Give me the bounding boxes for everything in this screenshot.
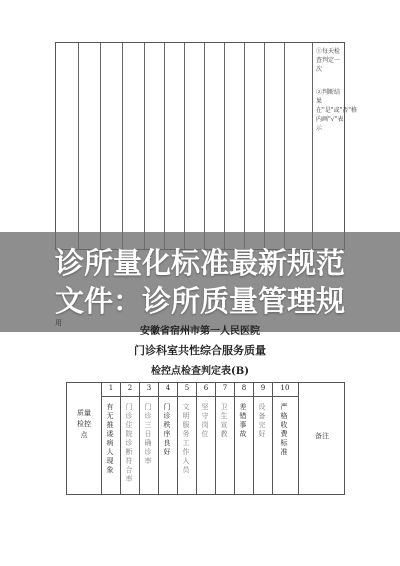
column-header: 差错事故 [239, 403, 247, 438]
table-rule [224, 43, 225, 249]
remarks-column: 备注 [315, 432, 329, 440]
partial-text: 用 [55, 319, 62, 327]
table-rule [101, 383, 102, 494]
table-rule [122, 43, 123, 249]
instruction-2: ②判断结果在"是"或"否"格内画"√"表示 [316, 89, 358, 132]
table-rule [100, 43, 101, 249]
table-rule [78, 43, 79, 249]
column-number: 7 [222, 384, 228, 392]
table-rule [164, 43, 165, 249]
check-instructions [316, 47, 358, 133]
quality-checkpoint-table [66, 382, 345, 495]
banner-title-line-1: 诊所量化标准最新规范 [54, 246, 345, 280]
document-subtitle: 门诊科室共性综合服务质量 [134, 344, 266, 357]
column-number: 9 [260, 384, 266, 392]
banner-title-line-2: 文件：诊所质量管理规 [54, 284, 345, 318]
table-rule [196, 383, 197, 494]
title-banner [0, 232, 400, 332]
table-rule [139, 383, 140, 494]
table-rule [298, 383, 299, 494]
table-rule [120, 383, 121, 494]
table-rule [244, 43, 245, 249]
column-header: 有无推诿病人现象 [106, 403, 114, 474]
instruction-1: ①每天检查判定一次 [316, 48, 341, 73]
table-rule [204, 43, 205, 249]
upper-form-table [55, 42, 358, 250]
table-rule [234, 383, 235, 494]
column-number: 10 [280, 384, 290, 392]
table-title: 检控点检查判定表(B) [151, 366, 249, 377]
column-header: 文明服务工作人员 [182, 403, 190, 474]
table-rule [264, 43, 265, 249]
column-header: 门诊秩序良好 [163, 403, 171, 456]
column-number: 4 [165, 384, 171, 392]
column-number: 1 [108, 384, 114, 392]
table-rule [284, 43, 285, 249]
column-number: 3 [146, 384, 152, 392]
column-number: 8 [241, 384, 247, 392]
column-header: 门诊住院诊断符合率 [125, 403, 133, 483]
table-rule [215, 383, 216, 494]
table-rule [177, 383, 178, 494]
table-rule [272, 383, 273, 494]
column-header: 卫生宣教 [220, 403, 228, 438]
column-header: 门诊三日确诊率 [144, 403, 152, 465]
table-rule [158, 383, 159, 494]
table-rule [312, 43, 313, 249]
column-number: 5 [184, 384, 190, 392]
column-header: 坚守岗位 [201, 403, 209, 438]
hospital-name: 安徽省宿州市第一人民医院 [140, 326, 260, 337]
column-number: 2 [127, 384, 133, 392]
checkpoint-label: 质量检控点 [77, 409, 91, 439]
column-header: 严格收费标准 [280, 403, 288, 456]
column-header: 设备完好 [258, 403, 266, 438]
table-rule [253, 383, 254, 494]
table-rule [184, 43, 185, 249]
column-number: 6 [203, 384, 209, 392]
header-rule [101, 396, 298, 397]
table-rule [144, 43, 145, 249]
